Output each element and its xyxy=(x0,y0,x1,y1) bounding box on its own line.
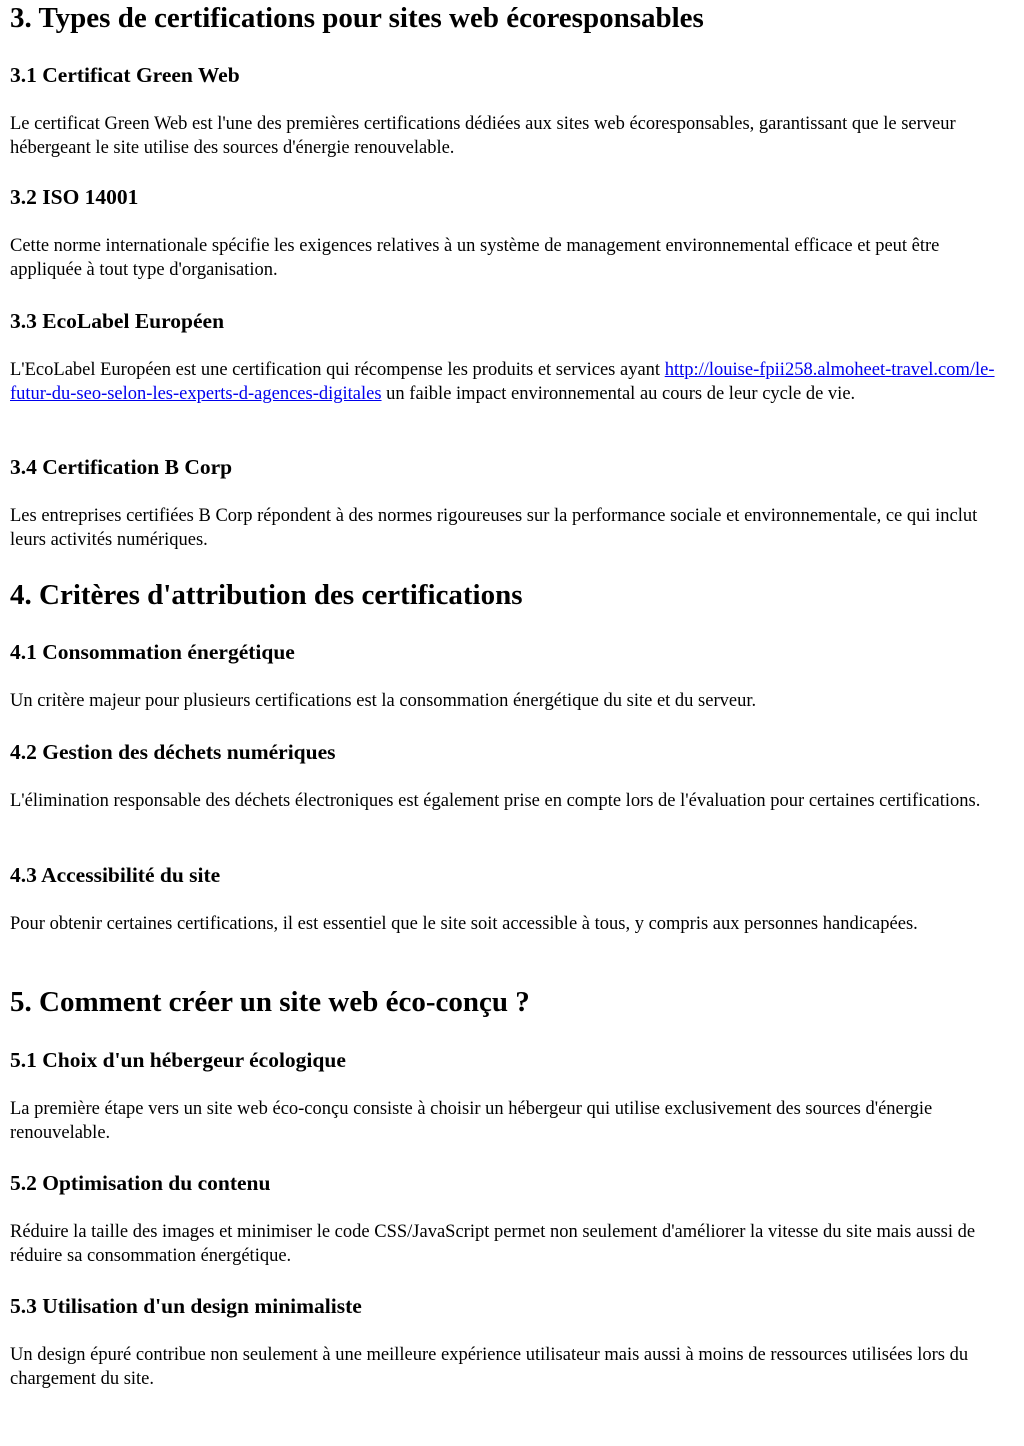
subsection-heading-5-2: 5.2 Optimisation du contenu xyxy=(10,1171,271,1195)
paragraph-3-1: Le certificat Green Web est l'une des premières certifications dédiées aux sites web écoresponsables, garantissant que le serveur hébergeant le site utilise des sources d'énergie renouvelable. xyxy=(10,114,956,158)
paragraph-3-3 xyxy=(10,359,1014,406)
section-heading-3: 3. Types de certifications pour sites web écoresponsables xyxy=(10,2,704,34)
subsection-heading-3-3: 3.3 EcoLabel Européen xyxy=(10,309,225,333)
subsection-heading-3-1: 3.1 Certificat Green Web xyxy=(10,63,240,87)
paragraph-4-1: Un critère majeur pour plusieurs certifications est la consommation énergétique du site et du serveur. xyxy=(10,691,757,711)
section-heading-4: 4. Critères d'attribution des certifications xyxy=(10,579,523,611)
paragraph-5-2: Réduire la taille des images et minimiser le code CSS/JavaScript permet non seulement d'améliorer la vitesse du site mais aussi de réduire sa consommation énergétique. xyxy=(10,1222,976,1266)
subsection-heading-5-1: 5.1 Choix d'un hébergeur écologique xyxy=(10,1048,346,1072)
paragraph-3-4: Les entreprises certifiées B Corp répondent à des normes rigoureuses sur la performance sociale et environnementale, ce qui inclut leurs activités numériques. xyxy=(10,506,978,550)
subsection-heading-4-1: 4.1 Consommation énergétique xyxy=(10,640,295,664)
paragraph-4-2: L'élimination responsable des déchets électroniques est également prise en compte lors de l'évaluation pour certaines certifications. xyxy=(10,791,981,811)
subsection-heading-3-4: 3.4 Certification B Corp xyxy=(10,455,233,479)
section-heading-5: 5. Comment créer un site web éco-conçu ? xyxy=(10,986,530,1018)
paragraph-5-3: Un design épuré contribue non seulement à une meilleure expérience utilisateur mais aussi à moins de ressources utilisées lors du chargement du site. xyxy=(10,1345,969,1389)
subsection-heading-4-2: 4.2 Gestion des déchets numériques xyxy=(10,740,336,764)
paragraph-3-3-text-after: un faible impact environnemental au cours de leur cycle de vie. xyxy=(381,383,856,404)
subsection-heading-5-3: 5.3 Utilisation d'un design minimaliste xyxy=(10,1294,362,1318)
paragraph-3-3-text-before: L'EcoLabel Européen est une certification qui récompense les produits et services ayant xyxy=(10,360,665,380)
paragraph-5-1: La première étape vers un site web éco-conçu consiste à choisir un hébergeur qui utilise exclusivement des sources d'énergie renouvelable. xyxy=(10,1099,933,1143)
paragraph-3-2: Cette norme internationale spécifie les exigences relatives à un système de management environnemental efficace et peut être appliquée à tout type d'organisation. xyxy=(10,236,940,280)
subsection-heading-3-2: 3.2 ISO 14001 xyxy=(10,185,139,209)
article-link[interactable]: http://louise-fpii258.almoheet-travel.com/le-futur-du-seo-selon-les-experts-d-agences-digitales xyxy=(10,360,995,404)
paragraph-4-3: Pour obtenir certaines certifications, il est essentiel que le site soit accessible à tous, y compris aux personnes handicapées. xyxy=(10,914,918,934)
subsection-heading-4-3: 4.3 Accessibilité du site xyxy=(10,863,221,887)
